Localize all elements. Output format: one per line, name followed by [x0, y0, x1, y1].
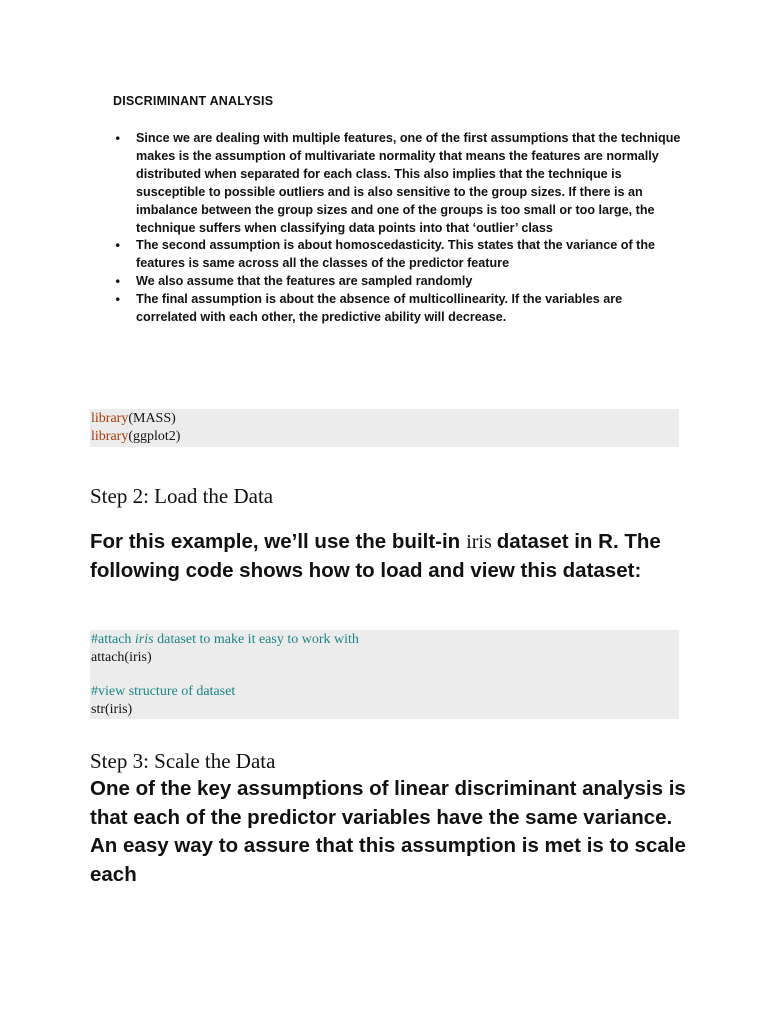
code-line: str(iris): [91, 702, 133, 717]
list-item: [113, 237, 683, 273]
list-item: [113, 273, 683, 291]
paragraph-text: For this example, we’ll use the built-in: [90, 530, 461, 553]
list-item: [113, 291, 683, 327]
step3-paragraph: One of the key assumptions of linear discriminant analysis is that each of the predictor variables have the same variance. An easy way to assure that this assumption is met is to scale each: [90, 777, 686, 886]
bullet-icon: •: [114, 274, 122, 290]
code-block-load-data: [90, 630, 679, 719]
assumptions-list: [113, 130, 683, 327]
step2-paragraph: [90, 528, 700, 585]
list-item: [113, 130, 683, 237]
bullet-icon: •: [114, 292, 122, 308]
bullet-text: We also assume that the features are sampled randomly: [136, 274, 473, 289]
code-line: [90, 410, 679, 428]
bullet-text: The final assumption is about the absence of multicollinearity. If the variables are correlated with each other, the predictive ability will decrease.: [136, 292, 623, 325]
step2-heading: Step 2: Load the Data: [90, 484, 274, 508]
code-block-libraries: [90, 409, 679, 447]
code-keyword: library: [91, 411, 129, 426]
code-keyword: library: [91, 429, 129, 444]
code-argument: (ggplot2): [128, 429, 181, 444]
bullet-text: The second assumption is about homoscedasticity. This states that the variance of the features is same across all the classes of the predictor feature: [136, 238, 656, 271]
code-line: [90, 428, 679, 446]
section-title: DISCRIMINANT ANALYSIS: [113, 94, 274, 108]
step3-heading: Step 3: Scale the Data: [90, 749, 276, 773]
code-comment: #attach iris dataset to make it easy to work with: [91, 632, 359, 647]
paragraph-text: dataset in R. The following code shows how to load and view this dataset:: [90, 530, 661, 582]
code-comment: #view structure of dataset: [91, 684, 236, 699]
bullet-icon: •: [114, 238, 122, 254]
code-line: attach(iris): [91, 650, 152, 665]
code-argument: (MASS): [128, 411, 176, 426]
inline-code: iris: [466, 531, 492, 553]
bullet-icon: •: [114, 131, 122, 146]
bullet-text: Since we are dealing with multiple features, one of the first assumptions that the technique makes is the assumption of multivariate normality that means the features are normally distributed when separated for each class. This also implies that the technique is susceptible to possible outliers and is also sensitive to the group sizes. If there is an imbalance between the group sizes and one of the groups is too small or too large, the technique suffers when classifying data points into that ‘outlier’ class: [136, 131, 681, 235]
code-spacer: [90, 667, 679, 683]
